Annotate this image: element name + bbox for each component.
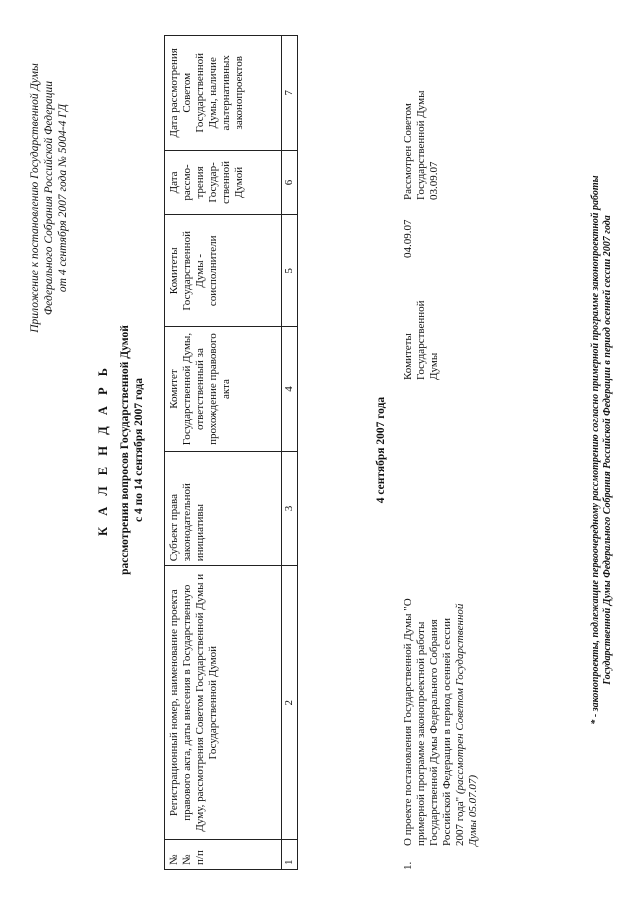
calendar-table xyxy=(164,35,298,870)
column-number-7: 7 xyxy=(282,36,298,151)
item-council-review: Рассмотрен Советом Государственной Думы 03.09.07 xyxy=(402,90,440,200)
title-subtitle-1: рассмотрения вопросов Государственной Думой xyxy=(119,325,131,575)
appendix-note xyxy=(28,48,70,348)
column-number-5: 5 xyxy=(282,215,298,327)
item-description: О проекте постановления Государственной Думы "О примерной программе законопроектной работы Государственной Думы Федерального Собрания Российской Федерации в период осенней сессии 2007 года" xyxy=(402,598,466,846)
header-registration: Регистрационный номер, наименование проекта правового акта, даты внесения в Государственную Думу, рассмотрения Советом Государственной Думы и Государственной Думой xyxy=(165,566,282,840)
title-main: К А Л Е Н Д А Р Ь xyxy=(96,364,110,536)
item-review-date: 04.09.07 xyxy=(402,219,414,258)
column-number-4: 4 xyxy=(282,327,298,451)
item-index: 1. xyxy=(402,861,414,870)
table-header-row xyxy=(165,36,282,870)
footnote-line-2: Государственной Думы Федерального Собрания Российской Федерации в период осенней сессии 2007 года xyxy=(602,215,613,685)
header-review-date: Дата рассмо-трения Государ-ственной Думой xyxy=(165,150,282,215)
appendix-line-2: Федерального Собрания Российской Федерации xyxy=(43,80,55,316)
column-number-2: 2 xyxy=(282,566,298,840)
column-number-row xyxy=(282,36,298,870)
footnote xyxy=(590,30,614,870)
header-responsible-committee: Комитет Государственной Думы, ответственный за прохождение правового акта xyxy=(165,327,282,451)
header-subject: Субъект права законодательной инициативы xyxy=(165,451,282,566)
appendix-line-3: от 4 сентября 2007 года № 5004-4 ГД xyxy=(57,103,69,293)
title-subtitle-2: с 4 по 14 сентября 2007 года xyxy=(133,378,145,522)
item-committee: Комитеты Государственной Думы xyxy=(402,300,440,380)
header-number: №№ п/п xyxy=(165,840,282,870)
column-number-6: 6 xyxy=(282,150,298,215)
item-note: (рассмотрен Советом Государственной Думы 05.07.07) xyxy=(454,603,479,846)
appendix-line-1: Приложение к постановлению Государственной Думы xyxy=(29,63,41,333)
header-co-committees: Комитеты Государственной Думы - соисполнители xyxy=(165,215,282,327)
date-heading: 4 сентября 2007 года xyxy=(375,396,387,504)
footnote-line-1: * - законопроекты, подлежащие первоочередному рассмотрению согласно примерной программе законопроектной работы xyxy=(590,175,601,725)
calendar-title xyxy=(94,0,146,900)
column-number-1: 1 xyxy=(282,840,298,870)
item-description-block xyxy=(402,598,480,846)
header-council-date: Дата рассмотрения Советом Государственной Думы, наличие альтернативных законопроектов xyxy=(165,36,282,151)
column-number-3: 3 xyxy=(282,451,298,566)
